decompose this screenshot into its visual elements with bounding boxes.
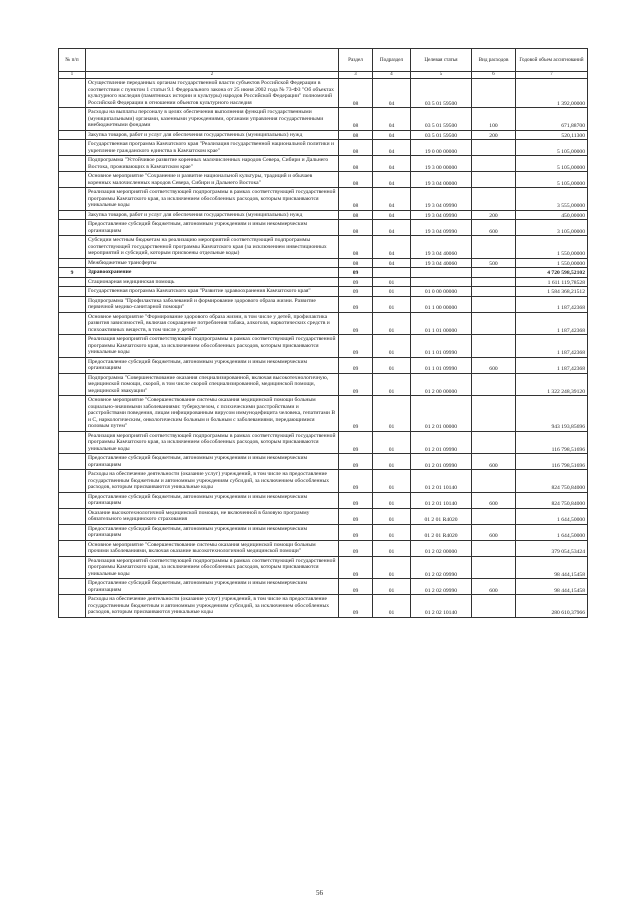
table-row bbox=[59, 312, 588, 335]
row-expense-type bbox=[472, 556, 516, 579]
row-target-article: 01 2 01 R4020 bbox=[411, 524, 472, 540]
row-number bbox=[59, 188, 86, 211]
row-amount: 3 105,00000 bbox=[516, 220, 588, 236]
row-subsection: 01 bbox=[373, 524, 411, 540]
row-number bbox=[59, 172, 86, 188]
table-row bbox=[59, 595, 588, 618]
row-target-article: 01 1 00 00000 bbox=[411, 296, 472, 312]
row-section: 08 bbox=[339, 108, 373, 131]
row-expense-type: 600 bbox=[472, 492, 516, 508]
row-name: Основное мероприятие "Сохранение и развитие национальной культуры, традиций и обычаев коренных малочисленных народов Севера, Сибири и Дальнего Востока" bbox=[86, 172, 339, 188]
row-target-article: 19 3 04 09990 bbox=[411, 188, 472, 211]
row-amount: 1 187,42368 bbox=[516, 312, 588, 335]
row-section: 08 bbox=[339, 130, 373, 140]
row-target-article: 01 2 00 00000 bbox=[411, 373, 472, 396]
row-number bbox=[59, 287, 86, 297]
row-section: 08 bbox=[339, 172, 373, 188]
table-row bbox=[59, 335, 588, 358]
row-amount: 1 584 368,21512 bbox=[516, 287, 588, 297]
row-amount: 824 750,84000 bbox=[516, 470, 588, 493]
column-number: 7 bbox=[516, 72, 588, 79]
row-section: 08 bbox=[339, 236, 373, 259]
row-name: Предоставление субсидий бюджетным, автономным учреждениям и иным некоммерческим организациям bbox=[86, 220, 339, 236]
row-subsection: 04 bbox=[373, 210, 411, 220]
row-subsection: 01 bbox=[373, 454, 411, 470]
header-target-article: Целевая статья bbox=[411, 49, 472, 72]
table-row bbox=[59, 508, 588, 524]
table-row bbox=[59, 236, 588, 259]
row-amount: 98 444,15458 bbox=[516, 556, 588, 579]
row-number bbox=[59, 277, 86, 287]
row-section: 09 bbox=[339, 277, 373, 287]
row-name: Предоставление субсидий бюджетным, автономным учреждениям и иным некоммерческим организациям bbox=[86, 357, 339, 373]
row-amount: 943 193,85696 bbox=[516, 396, 588, 432]
table-row bbox=[59, 357, 588, 373]
row-subsection: 01 bbox=[373, 431, 411, 454]
row-expense-type bbox=[472, 373, 516, 396]
column-number: 2 bbox=[86, 72, 339, 79]
row-name: Основное мероприятие "Совершенствование системы оказания медицинской помощи больным прочими заболеваниями, включая оказание высокотехнологичной медицинской помощи" bbox=[86, 540, 339, 556]
row-section: 08 bbox=[339, 210, 373, 220]
table-row bbox=[59, 524, 588, 540]
table-body bbox=[59, 79, 588, 618]
row-subsection: 04 bbox=[373, 220, 411, 236]
table-row bbox=[59, 277, 588, 287]
row-expense-type bbox=[472, 277, 516, 287]
row-name: Основное мероприятие "Совершенствование системы оказания медицинской помощи больным социально-значимыми заболеваниями: туберкулезом, с психическими расстройствами и расстройствами поведения, лицам инфицированным вирусом иммунодефицита человека, гепатитами B и C, наркологическим, онкологическим больным и больным с заболеваниями, передающимися половым путем" bbox=[86, 396, 339, 432]
row-number bbox=[59, 220, 86, 236]
row-target-article: 03 5 01 59500 bbox=[411, 79, 472, 108]
row-expense-type bbox=[472, 312, 516, 335]
row-expense-type: 600 bbox=[472, 524, 516, 540]
row-number bbox=[59, 373, 86, 396]
row-expense-type: 600 bbox=[472, 579, 516, 595]
row-number bbox=[59, 210, 86, 220]
row-section: 08 bbox=[339, 156, 373, 172]
row-section: 08 bbox=[339, 188, 373, 211]
row-expense-type bbox=[472, 268, 516, 278]
row-section: 09 bbox=[339, 431, 373, 454]
row-amount: 450,00000 bbox=[516, 210, 588, 220]
row-expense-type bbox=[472, 156, 516, 172]
row-number bbox=[59, 470, 86, 493]
row-expense-type bbox=[472, 335, 516, 358]
header-subsection: Подраздел bbox=[373, 49, 411, 72]
row-target-article: 01 2 01 09990 bbox=[411, 454, 472, 470]
row-subsection: 04 bbox=[373, 236, 411, 259]
row-amount: 824 750,84000 bbox=[516, 492, 588, 508]
row-expense-type: 600 bbox=[472, 357, 516, 373]
page-number: 56 bbox=[316, 889, 323, 897]
row-name: Реализация мероприятий соответствующей подпрограммы в рамках соответствующей государственной программы Камчатского края, за исключением обособленных расходов, которым присваиваются уникальные коды bbox=[86, 431, 339, 454]
row-target-article: 19 3 00 00000 bbox=[411, 156, 472, 172]
row-section: 09 bbox=[339, 296, 373, 312]
row-subsection: 01 bbox=[373, 287, 411, 297]
table-row bbox=[59, 540, 588, 556]
row-target-article: 01 0 00 00000 bbox=[411, 287, 472, 297]
row-subsection: 01 bbox=[373, 540, 411, 556]
row-subsection: 01 bbox=[373, 508, 411, 524]
row-subsection: 04 bbox=[373, 108, 411, 131]
row-name: Реализация мероприятий соответствующей подпрограммы в рамках соответствующей государственной программы Камчатского края, за исключением обособленных расходов, которым присваиваются уникальные коды bbox=[86, 188, 339, 211]
column-number: 6 bbox=[472, 72, 516, 79]
row-section: 09 bbox=[339, 373, 373, 396]
table-row bbox=[59, 108, 588, 131]
row-target-article: 19 3 04 09990 bbox=[411, 220, 472, 236]
row-subsection: 01 bbox=[373, 492, 411, 508]
row-subsection: 01 bbox=[373, 335, 411, 358]
row-section: 09 bbox=[339, 470, 373, 493]
row-subsection: 01 bbox=[373, 312, 411, 335]
row-section: 08 bbox=[339, 220, 373, 236]
column-number: 3 bbox=[339, 72, 373, 79]
row-subsection: 04 bbox=[373, 130, 411, 140]
row-name: Предоставление субсидий бюджетным, автономным учреждениям и иным некоммерческим организациям bbox=[86, 492, 339, 508]
row-section: 09 bbox=[339, 508, 373, 524]
row-expense-type bbox=[472, 236, 516, 259]
row-expense-type bbox=[472, 431, 516, 454]
row-name: Подпрограмма "Профилактика заболеваний и формирование здорового образа жизни. Развитие первичной медико-санитарной помощи" bbox=[86, 296, 339, 312]
row-section: 08 bbox=[339, 140, 373, 156]
row-amount: 280 610,37966 bbox=[516, 595, 588, 618]
row-number bbox=[59, 258, 86, 268]
header-amount: Годовой объем ассигнований bbox=[516, 49, 588, 72]
row-expense-type: 200 bbox=[472, 130, 516, 140]
row-number bbox=[59, 79, 86, 108]
row-number bbox=[59, 335, 86, 358]
row-target-article: 01 2 01 10140 bbox=[411, 470, 472, 493]
row-target-article: 19 3 04 09990 bbox=[411, 210, 472, 220]
row-expense-type: 500 bbox=[472, 258, 516, 268]
row-target-article: 01 1 01 09990 bbox=[411, 335, 472, 358]
row-name: Предоставление субсидий бюджетным, автономным учреждениям и иным некоммерческим организациям bbox=[86, 579, 339, 595]
row-subsection: 04 bbox=[373, 258, 411, 268]
row-amount: 98 444,15458 bbox=[516, 579, 588, 595]
row-target-article: 19 3 04 40060 bbox=[411, 236, 472, 259]
row-section: 08 bbox=[339, 79, 373, 108]
row-name: Оказание высокотехнологичной медицинской помощи, не включенной в базовую программу обязательного медицинского страхования bbox=[86, 508, 339, 524]
row-subsection: 04 bbox=[373, 188, 411, 211]
row-number bbox=[59, 556, 86, 579]
row-amount: 1 550,00000 bbox=[516, 258, 588, 268]
row-expense-type bbox=[472, 595, 516, 618]
row-section: 09 bbox=[339, 454, 373, 470]
header-num: № п/п bbox=[59, 49, 86, 72]
table-row bbox=[59, 373, 588, 396]
row-name: Подпрограмма "Совершенствование оказания специализированной, включая высокотехнологичную, медицинской помощи, скорой, в том числе скорой специализированной, медицинской помощи, медицинской эвакуации" bbox=[86, 373, 339, 396]
row-amount: 1 187,42368 bbox=[516, 296, 588, 312]
row-target-article: 19 3 04 00000 bbox=[411, 172, 472, 188]
row-amount: 3 555,00000 bbox=[516, 188, 588, 211]
row-target-article: 01 2 02 09990 bbox=[411, 556, 472, 579]
table-row bbox=[59, 431, 588, 454]
row-number bbox=[59, 130, 86, 140]
row-number bbox=[59, 396, 86, 432]
row-amount: 1 644,50000 bbox=[516, 508, 588, 524]
row-number bbox=[59, 454, 86, 470]
row-number bbox=[59, 236, 86, 259]
table-row bbox=[59, 140, 588, 156]
row-name: Основное мероприятие "Формирование здорового образа жизни, в том числе у детей, профилактика развития зависимостей, включая сокращение потребления табака, алкоголя, наркотических средств и психоактивных веществ, в том числе у детей" bbox=[86, 312, 339, 335]
row-name: Государственная программа Камчатского края "Развитие здравоохранения Камчатского края" bbox=[86, 287, 339, 297]
row-target-article: 19 0 00 00000 bbox=[411, 140, 472, 156]
row-target-article bbox=[411, 277, 472, 287]
table-row bbox=[59, 172, 588, 188]
row-expense-type bbox=[472, 508, 516, 524]
row-amount: 1 550,00000 bbox=[516, 236, 588, 259]
row-name: Закупка товаров, работ и услуг для обеспечения государственных (муниципальных) нужд bbox=[86, 130, 339, 140]
row-name: Государственная программа Камчатского края "Реализация государственной национальной политики и укрепление гражданского единства в Камчатском крае" bbox=[86, 140, 339, 156]
table-row bbox=[59, 156, 588, 172]
row-number bbox=[59, 540, 86, 556]
row-name: Реализация мероприятий соответствующей подпрограммы в рамках соответствующей государственной программы Камчатского края, за исключением обособленных расходов, которым присваиваются уникальные коды bbox=[86, 556, 339, 579]
row-number bbox=[59, 296, 86, 312]
row-name: Стационарная медицинская помощь bbox=[86, 277, 339, 287]
table-row bbox=[59, 79, 588, 108]
table-row bbox=[59, 210, 588, 220]
row-subsection: 01 bbox=[373, 296, 411, 312]
row-expense-type bbox=[472, 188, 516, 211]
row-section: 09 bbox=[339, 287, 373, 297]
row-section: 09 bbox=[339, 540, 373, 556]
column-number-row bbox=[59, 72, 588, 79]
table-row bbox=[59, 188, 588, 211]
row-target-article: 01 2 02 00000 bbox=[411, 540, 472, 556]
table-row bbox=[59, 296, 588, 312]
row-target-article: 03 5 01 59500 bbox=[411, 108, 472, 131]
row-section: 09 bbox=[339, 524, 373, 540]
row-number bbox=[59, 595, 86, 618]
row-number bbox=[59, 140, 86, 156]
row-name: Предоставление субсидий бюджетным, автономным учреждениям и иным некоммерческим организациям bbox=[86, 524, 339, 540]
row-number bbox=[59, 579, 86, 595]
row-name: Подпрограмма "Устойчивое развитие коренных малочисленных народов Севера, Сибири и Дальнего Востока, проживающих в Камчатском крае" bbox=[86, 156, 339, 172]
row-target-article: 01 2 02 09990 bbox=[411, 579, 472, 595]
row-amount: 5 105,00000 bbox=[516, 172, 588, 188]
row-amount: 1 187,42368 bbox=[516, 335, 588, 358]
row-name: Межбюджетные трансферты bbox=[86, 258, 339, 268]
row-name: Расходы на выплаты персоналу в целях обеспечения выполнения функций государственными (муниципальными) органами, казенными учреждениями, органами управления государственными внебюджетными фондами bbox=[86, 108, 339, 131]
column-number: 1 bbox=[59, 72, 86, 79]
row-expense-type bbox=[472, 540, 516, 556]
row-number bbox=[59, 431, 86, 454]
table-row bbox=[59, 287, 588, 297]
column-number: 5 bbox=[411, 72, 472, 79]
table-row bbox=[59, 220, 588, 236]
row-amount: 379 054,53424 bbox=[516, 540, 588, 556]
row-section: 09 bbox=[339, 595, 373, 618]
row-amount: 1 187,42368 bbox=[516, 357, 588, 373]
row-target-article: 19 3 04 40060 bbox=[411, 258, 472, 268]
row-section: 09 bbox=[339, 579, 373, 595]
row-expense-type: 600 bbox=[472, 220, 516, 236]
row-subsection: 04 bbox=[373, 140, 411, 156]
row-section: 09 bbox=[339, 396, 373, 432]
column-number: 4 bbox=[373, 72, 411, 79]
row-subsection: 01 bbox=[373, 277, 411, 287]
row-subsection: 01 bbox=[373, 556, 411, 579]
row-amount: 1 392,00000 bbox=[516, 79, 588, 108]
row-expense-type bbox=[472, 396, 516, 432]
header-expense-type: Вид расходов bbox=[472, 49, 516, 72]
table-row bbox=[59, 470, 588, 493]
row-name: Закупка товаров, работ и услуг для обеспечения государственных (муниципальных) нужд bbox=[86, 210, 339, 220]
row-section: 09 bbox=[339, 556, 373, 579]
row-target-article: 01 2 01 10140 bbox=[411, 492, 472, 508]
row-subsection: 04 bbox=[373, 172, 411, 188]
row-expense-type: 100 bbox=[472, 108, 516, 131]
row-section: 09 bbox=[339, 312, 373, 335]
row-expense-type: 200 bbox=[472, 210, 516, 220]
table-row bbox=[59, 130, 588, 140]
row-target-article: 01 2 01 00000 bbox=[411, 396, 472, 432]
row-name: Здравоохранение bbox=[86, 268, 339, 278]
table-header-row bbox=[59, 49, 588, 72]
table-row bbox=[59, 268, 588, 278]
row-number: 9 bbox=[59, 268, 86, 278]
table-row bbox=[59, 492, 588, 508]
budget-table bbox=[58, 48, 588, 618]
row-target-article: 01 2 02 10140 bbox=[411, 595, 472, 618]
header-name bbox=[86, 49, 339, 72]
row-target-article: 01 2 01 R4020 bbox=[411, 508, 472, 524]
row-subsection: 01 bbox=[373, 579, 411, 595]
row-target-article: 03 5 01 59500 bbox=[411, 130, 472, 140]
row-subsection: 01 bbox=[373, 470, 411, 493]
row-expense-type: 600 bbox=[472, 454, 516, 470]
row-amount: 4 720 598,52102 bbox=[516, 268, 588, 278]
row-subsection: 04 bbox=[373, 156, 411, 172]
row-name: Осуществление переданных органам государственной власти субъектов Российской Федерации в соответствии с пунктом 1 статьи 9.1 Федерального закона от 25 июня 2002 года № 73-ФЗ "Об объектах культурного наследия (памятниках истории и культуры) народов Российской Федерации" полномочий Российской Федерации в отношении объектов культурного наследия bbox=[86, 79, 339, 108]
row-amount: 1 611 119,78528 bbox=[516, 277, 588, 287]
row-number bbox=[59, 156, 86, 172]
row-subsection: 01 bbox=[373, 373, 411, 396]
row-section: 09 bbox=[339, 492, 373, 508]
table-row bbox=[59, 454, 588, 470]
row-subsection bbox=[373, 268, 411, 278]
row-section: 09 bbox=[339, 335, 373, 358]
table-row bbox=[59, 579, 588, 595]
row-number bbox=[59, 357, 86, 373]
row-expense-type bbox=[472, 470, 516, 493]
header-section: Раздел bbox=[339, 49, 373, 72]
row-number bbox=[59, 312, 86, 335]
row-target-article: 01 2 01 09990 bbox=[411, 431, 472, 454]
row-name: Расходы на обеспечение деятельности (оказание услуг) учреждений, в том числе на предоставление государственным бюджетным и автономным учреждениям субсидий, за исключением обособленных расходов, которым присваиваются уникальные коды bbox=[86, 595, 339, 618]
row-expense-type bbox=[472, 287, 516, 297]
row-amount: 116 798,51696 bbox=[516, 431, 588, 454]
row-amount: 1 322 248,39120 bbox=[516, 373, 588, 396]
table-row bbox=[59, 258, 588, 268]
row-amount: 671,88700 bbox=[516, 108, 588, 131]
row-subsection: 01 bbox=[373, 595, 411, 618]
row-amount: 116 798,51696 bbox=[516, 454, 588, 470]
row-number bbox=[59, 508, 86, 524]
row-number bbox=[59, 108, 86, 131]
row-amount: 5 105,00000 bbox=[516, 156, 588, 172]
row-expense-type bbox=[472, 172, 516, 188]
row-section: 08 bbox=[339, 258, 373, 268]
row-expense-type bbox=[472, 79, 516, 108]
row-subsection: 01 bbox=[373, 357, 411, 373]
row-section: 09 bbox=[339, 357, 373, 373]
row-subsection: 01 bbox=[373, 396, 411, 432]
row-name: Реализация мероприятий соответствующей подпрограммы в рамках соответствующей государственной программы Камчатского края, за исключением обособленных расходов, которым присваиваются уникальные коды bbox=[86, 335, 339, 358]
table-row bbox=[59, 556, 588, 579]
row-amount: 520,11300 bbox=[516, 130, 588, 140]
row-number bbox=[59, 492, 86, 508]
row-name: Предоставление субсидий бюджетным, автономным учреждениям и иным некоммерческим организациям bbox=[86, 454, 339, 470]
row-target-article: 01 1 01 00000 bbox=[411, 312, 472, 335]
table-row bbox=[59, 396, 588, 432]
row-target-article: 01 1 01 09990 bbox=[411, 357, 472, 373]
row-expense-type bbox=[472, 140, 516, 156]
row-expense-type bbox=[472, 296, 516, 312]
row-amount: 1 644,50000 bbox=[516, 524, 588, 540]
row-target-article bbox=[411, 268, 472, 278]
row-number bbox=[59, 524, 86, 540]
row-amount: 5 105,00000 bbox=[516, 140, 588, 156]
row-section: 09 bbox=[339, 268, 373, 278]
row-subsection: 04 bbox=[373, 79, 411, 108]
row-name: Субсидии местным бюджетам на реализацию мероприятий соответствующей подпрограммы соответствующей государственной программы Камчатского края (за исключением инвестиционных мероприятий и субсидий, которым присвоены отдельные коды) bbox=[86, 236, 339, 259]
row-name: Расходы на обеспечение деятельности (оказание услуг) учреждений, в том числе на предоставление государственным бюджетным и автономным учреждениям субсидий, за исключением обособленных расходов, которым присваиваются уникальные коды bbox=[86, 470, 339, 493]
